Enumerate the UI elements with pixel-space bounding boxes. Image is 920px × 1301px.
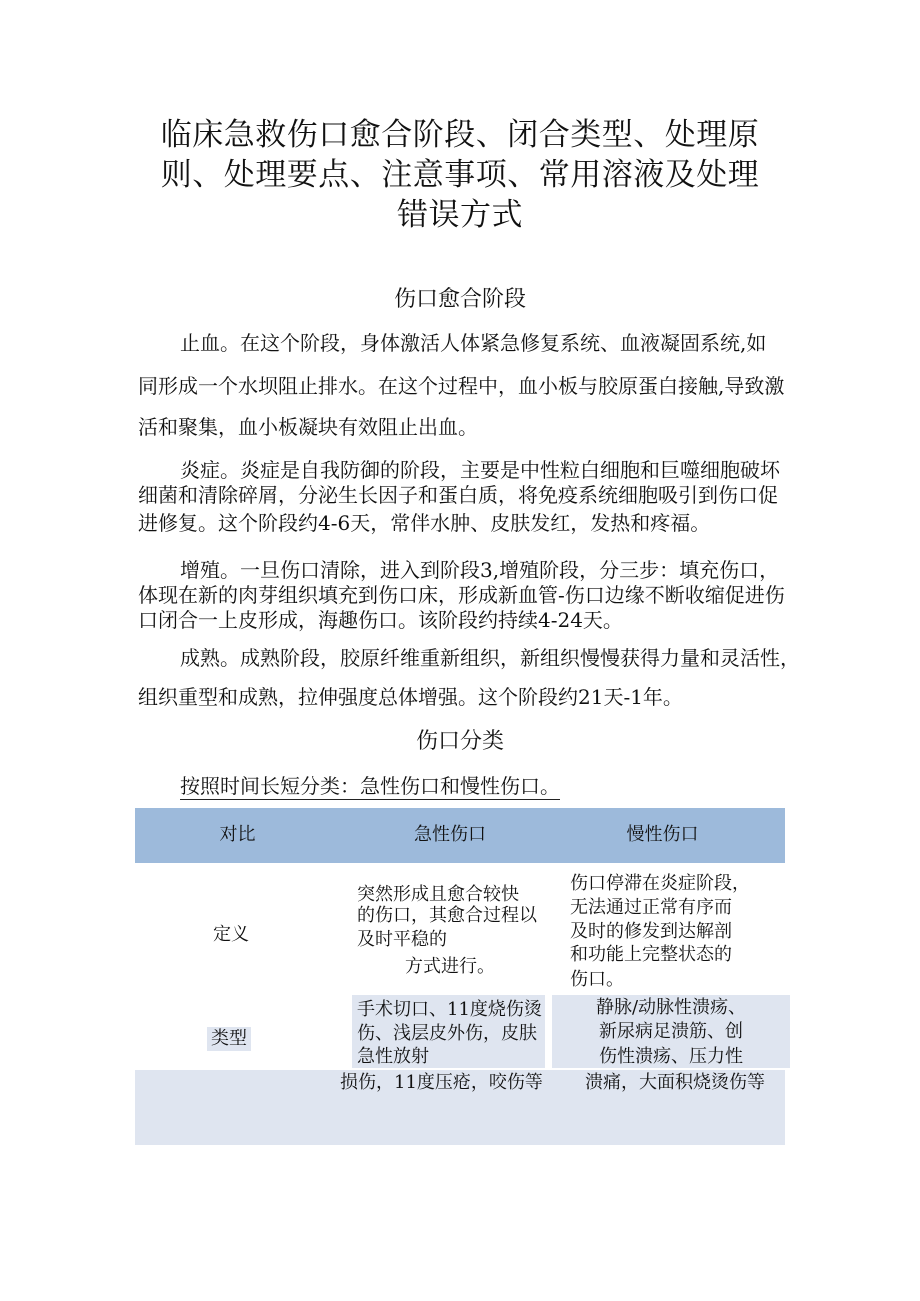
header-cell-acute: 急性伤口: [414, 824, 486, 845]
cell-line: 无法通过正常有序而: [570, 897, 732, 918]
paragraph-line: 进修复。这个阶段约4-6天，常伴水肿、皮肤发红，发热和疼福。: [138, 511, 711, 535]
cell-line: 伤口停滞在炎症阶段，: [570, 873, 750, 894]
section-heading-wound-classification: 伤口分类: [415, 729, 504, 754]
paragraph-line: 止血。在这个阶段，身体激活人体紧急修复系统、血液凝固系统,如: [180, 331, 767, 355]
cell-line: 新尿病足溃筋、创: [599, 1021, 743, 1042]
cell-line: 溃痛，大面积烧烫伤等: [585, 1072, 765, 1093]
paragraph-line: 组织重型和成熟，拉伸强度总体增强。这个阶段约21天-1年。: [138, 685, 683, 709]
cell-line: 及时的修发到达解剖: [570, 921, 732, 942]
table-header-row: [135, 808, 785, 863]
cell-line: 静脉/动脉性溃疡、: [595, 997, 747, 1018]
row-label-definition: 定义: [213, 924, 249, 945]
types-chronic-cell: [552, 995, 790, 1068]
cell-line: 急性放射: [357, 1046, 429, 1067]
paragraph-line: 体现在新的肉芽组织填充到伤口床，形成新血管-伤口边缘不断收缩促进伤: [138, 583, 785, 607]
cell-line: 的伤口，其愈合过程以: [357, 905, 537, 926]
cell-line: 和功能上完整状态的: [570, 944, 732, 965]
paragraph-line: 同形成一个水坝阻止排水。在这个过程中，血小板与胶原蛋白接触,导致激: [138, 374, 785, 398]
document-title-line-3: 错误方式: [397, 197, 523, 233]
classification-note: 按照时间长短分类：急性伤口和慢性伤口。: [180, 774, 560, 798]
cell-line: 手术切口、11度烧伤烫: [357, 999, 542, 1020]
section-heading-healing-stages: 伤口愈合阶段: [393, 287, 526, 312]
header-cell-chronic: 慢性伤口: [626, 824, 699, 845]
cell-line: 及时平稳的: [357, 929, 447, 950]
cell-line: 损伤，11度压疮，咬伤等: [340, 1072, 543, 1093]
paragraph-line: 成熟。成熟阶段，胶原纤维重新组织，新组织慢慢获得力量和灵活性，: [180, 646, 800, 670]
row-label-types: 类型: [211, 1028, 247, 1049]
cell-line: 方式进行。: [405, 956, 495, 977]
row-label-types-box: [207, 1027, 251, 1051]
paragraph-line: 活和聚集，血小板凝块有效阻止出血。: [138, 415, 478, 439]
paragraph-line: 增殖。一旦伤口清除，进入到阶段3,增殖阶段，分三步：填充伤口，: [180, 558, 780, 582]
cell-line: 伤口。: [570, 969, 624, 990]
cell-line: 伤、浅层皮外伤，皮肤: [357, 1023, 537, 1044]
document-title-line-1: 临床急救伤口愈合阶段、闭合类型、处理原: [160, 117, 760, 153]
paragraph-line: 口闭合一上皮形成，海趣伤口。该阶段约持续4-24天。: [138, 608, 623, 632]
document-title-line-2: 则、处理要点、注意事项、常用溶液及处理: [160, 157, 760, 193]
cell-line: 突然形成且愈合较快: [357, 884, 519, 905]
paragraph-line: 炎症。炎症是自我防御的阶段，主要是中性粒白细胞和巨噬细胞破坏: [180, 458, 780, 482]
types-continuation-row: [135, 1070, 785, 1145]
paragraph-line: 细菌和清除碎屑，分泌生长因子和蛋白质，将免疫系统细胞吸引到伤口促: [138, 483, 778, 507]
cell-line: 伤性溃疡、压力性: [599, 1046, 743, 1067]
types-acute-cell: [352, 995, 545, 1068]
header-cell-compare: 对比: [219, 824, 256, 845]
